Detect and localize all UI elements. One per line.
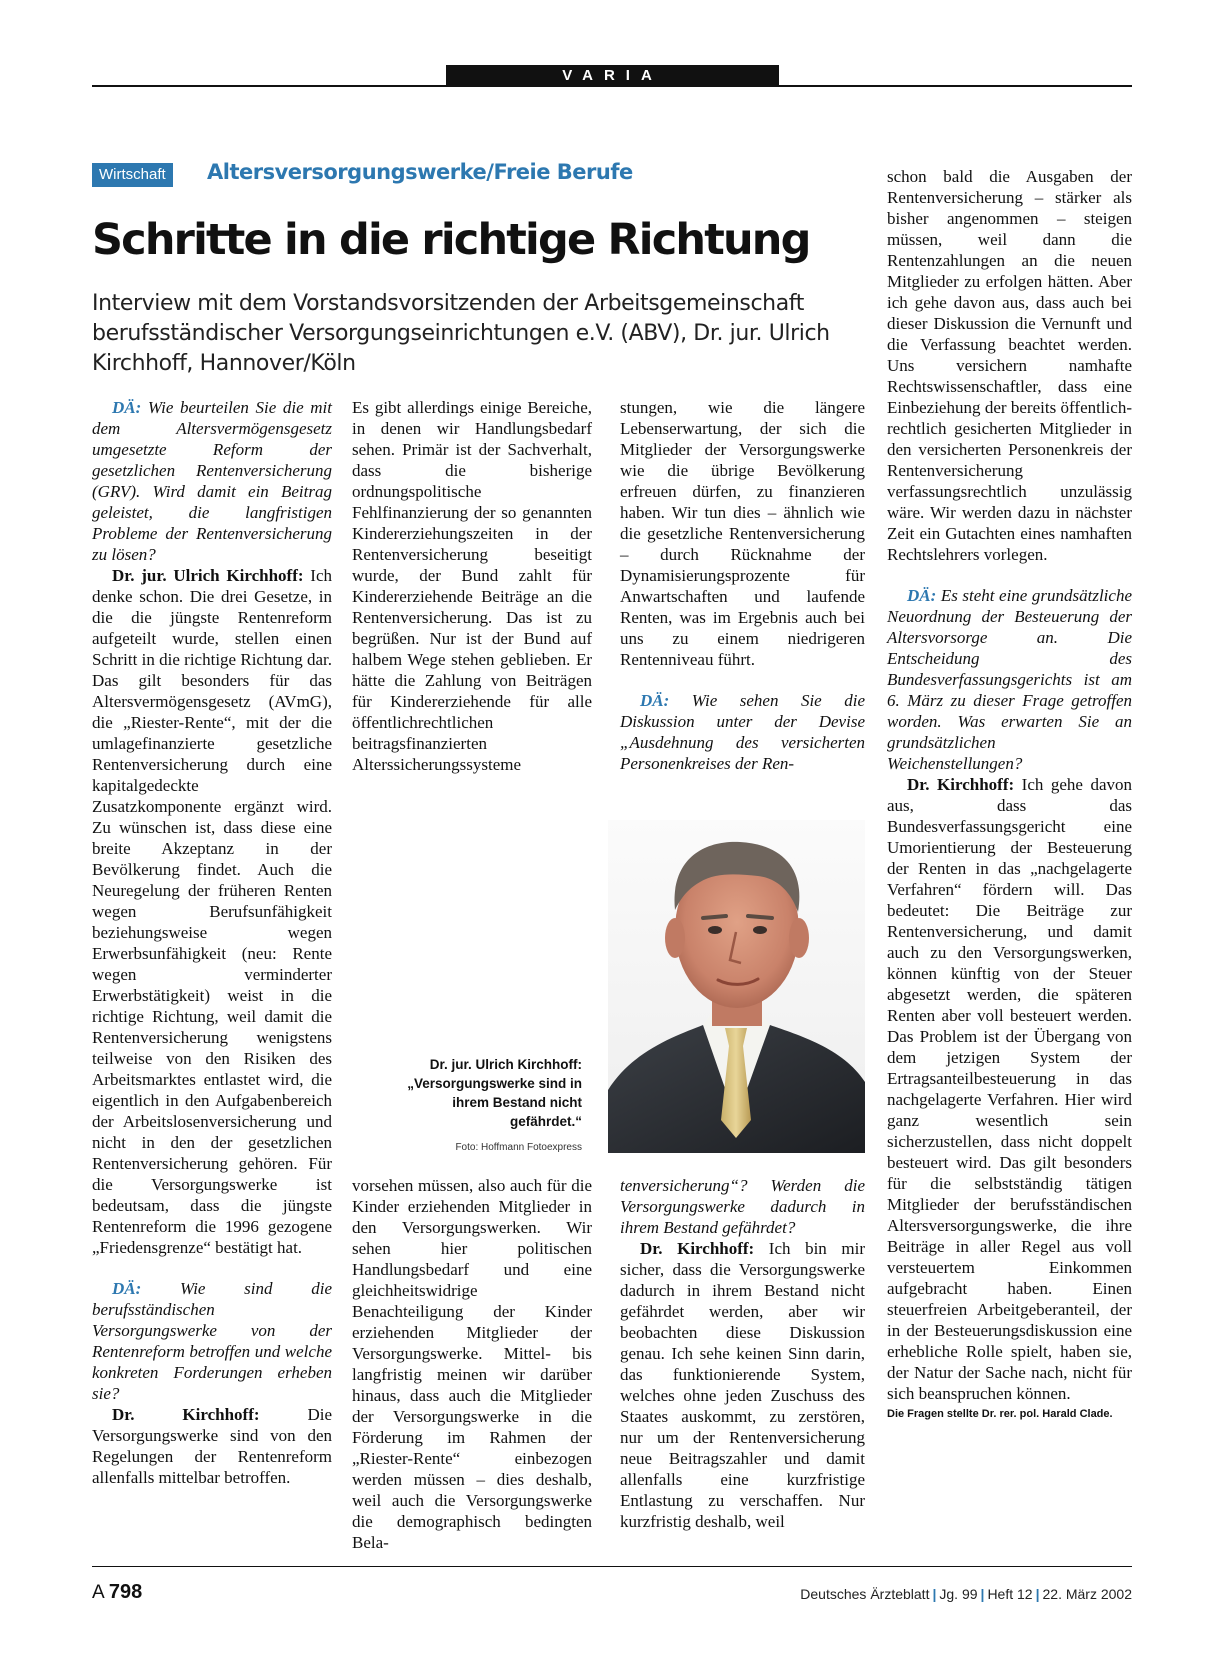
question-text: Wie sind die berufsständischen Versorgungswerke von der Rentenreform betroffen und welche konkreten Forderungen erheben sie? [92, 1279, 332, 1403]
answer-text: schon bald die Ausgaben der Rentenversicherung – stärker als bisher angenommen – steigen müssen, weil dann die Rentenzahlungen an die neuen Mitglieder zu erfolgen hätten. Aber ich gehe davon aus, dass auch bei dieser Diskussion die Vernunft und die Verfassung beachtet werden. Uns versichern namhafte Rechtswissenschaftler, dass eine Einbeziehung der bereits öffentlich-rechtlich gesicherten Mitglieder in den versicherten Personenkreis der Rentenversicherung verfassungsrechtlich unzulässig wäre. Wir werden dazu in nächster Zeit ein Gutachten eines namhaften Rechtslehrers vorlegen. [887, 167, 1132, 564]
photo-credit: Foto: Hoffmann Fotoexpress [455, 1142, 582, 1153]
answer-text: Es gibt allerdings einige Bereiche, in denen wir Handlungsbedarf sehen. Primär ist der Sachverhalt, dass die bisherige ordnungspolitische Fehlfinanzierung der so genannten Kindererziehungszeiten in der Rentenversicherung beseitigt wurde, der Bund zahlt für Kindererziehende Beiträge an die Rentenversicherung. Das ist zu begrüßen. Nur ist der Bund auf halbem Wege stehen geblieben. Er hätte die Zahlung von Beiträgen für Kindererziehende für alle öffentlichrechtlichen beitragsfinanzierten Alterssicherungssysteme [352, 398, 592, 774]
page-prefix: A [92, 1582, 104, 1603]
question-1 [92, 397, 332, 565]
speaker-label: Dr. Kirchhoff: [112, 1405, 260, 1424]
answer-2 [92, 1404, 332, 1488]
section-header: VARIA [446, 65, 779, 86]
answer-1 [92, 565, 332, 1258]
answer-4 [887, 774, 1132, 1404]
column-2-top [352, 397, 592, 775]
page-number [92, 1581, 142, 1604]
interviewer-credit: Die Fragen stellte Dr. rer. pol. Harald Clade. [887, 1408, 1113, 1420]
question-3 [620, 690, 865, 774]
caption-quote: „Versorgungswerke sind in ihrem Bestand nicht gefährdet.“ [407, 1076, 582, 1129]
column-4 [887, 166, 1132, 1425]
answer-3 [620, 1238, 865, 1532]
portrait-photo [608, 820, 865, 1153]
journal-footer: Deutsches Ärzteblatt | Jg. 99 | Heft 12 | 22. März 2002 [800, 1586, 1132, 1602]
answer-text: Die Versorgungswerke sind von den Regelungen der Rentenreform allenfalls mittelbar betroffen. [92, 1405, 332, 1487]
question-3-cont: tenversicherung“? Werden die Versorgungswerke dadurch in ihrem Bestand gefährdet? [620, 1176, 865, 1237]
answer-text: vorsehen müssen, also auch für die Kinder erziehenden Mitglieder in den Versorgungswerken. Wir sehen hier politischen Handlungsbedarf und eine gleichheitswidrige Benachteiligung der Kinder erziehenden Mitglieder der Versorgungswerke. Mittel- bis langfristig meinen wir darüber hinaus, dass auch die Mitglieder der Versorgungswerke in die Förderung im Rahmen der „Riester-Rente“ einbezogen werden müssen – dies deshalb, weil auch die Versorgungswerke die demographisch bedingten Bela- [352, 1176, 592, 1552]
bottom-rule [92, 1566, 1132, 1567]
rubric-label: Wirtschaft [92, 163, 173, 187]
interviewer-label: DÄ: [112, 398, 142, 417]
interviewer-label: DÄ: [640, 691, 670, 710]
interviewer-label: DÄ: [112, 1279, 142, 1298]
journal-issue: Heft 12 [987, 1586, 1033, 1602]
question-2 [92, 1278, 332, 1404]
interviewer-label: DÄ: [907, 586, 937, 605]
question-text: Wie sehen Sie die Diskussion unter der Devise „Ausdehnung des versicherten Personenkreises der Ren- [620, 691, 865, 773]
column-1 [92, 397, 332, 1488]
journal-name: Deutsches Ärzteblatt [800, 1586, 930, 1602]
photo-caption [380, 1055, 582, 1131]
answer-text: stungen, wie die längere Lebenserwartung, der sich die Mitglieder der Versorgungswerke wie die übrige Bevölkerung erfreuen dürfen, zu finanzieren haben. Wir tun dies – ähnlich wie die gesetzliche Rentenversicherung – durch Rücknahme der Dynamisierungsprozente für Anwartschaften und laufende Renten, was im Ergebnis auch bei uns zu einem niedrigeren Rentenniveau führt. [620, 398, 865, 669]
page-number-value: 798 [108, 1581, 143, 1603]
journal-date: 22. März 2002 [1042, 1586, 1132, 1602]
answer-text: Ich denke schon. Die drei Gesetze, in die die jüngste Rentenreform aufgeteilt wurde, stellen einen Schritt in die richtige Richtung dar. Das gilt besonders für das Altersvermögensgesetz (AVmG), die „Riester-Rente“, mit der die umlagefinanzierte gesetzliche Rentenversicherung durch eine kapitalgedeckte Zusatzkomponente ergänzt wird. Zu wünschen ist, dass diese eine breite Akzeptanz in der Bevölkerung findet. Auch die Neuregelung der früheren Renten wegen Berufsunfähigkeit beziehungsweise wegen Erwerbsunfähigkeit (neu: Rente wegen verminderter Erwerbstätigkeit) weist in die richtige Richtung, weil damit die Rentenversicherung wenigstens teilweise von den Risiken des Arbeitsmarktes entlastet wird, die eigentlich in den Aufgabenbereich der Arbeitslosenversicherung und nicht in den der gesetzlichen Rentenversicherung gehören. Für die Versorgungswerke ist bedeutsam, dass die jüngste Rentenreform die 1996 gezogene „Friedensgrenze“ bestätigt hat. [92, 566, 332, 1257]
speaker-label: Dr. Kirchhoff: [640, 1239, 755, 1258]
question-text: Es steht eine grundsätzliche Neuordnung der Besteuerung der Altersvorsorge an. Die Entscheidung des Bundesverfassungsgerichts ist am 6. März zu dieser Frage getroffen worden. Was erwarten Sie an grundsätzlichen Weichenstellungen? [887, 586, 1132, 773]
speaker-label: Dr. Kirchhoff: [907, 775, 1015, 794]
question-4 [887, 585, 1132, 774]
answer-text: Ich bin mir sicher, dass die Versorgungswerke dadurch in ihrem Bestand nicht gefährdet werden, aber wir beobachten diese Diskussion genau. Ich sehe keinen Sinn darin, das funktionierende System, welches ohne jeden Zuschuss des Staates auskommt, zu zerstören, nur um der Rentenversicherung neue Beitragszahler und damit allenfalls eine kurzfristige Entlastung zu verschaffen. Nur kurzfristig deshalb, weil [620, 1239, 865, 1531]
article-intro: Interview mit dem Vorstandsvorsitzenden der Arbeitsgemeinschaft berufsständischer Versorgungseinrichtungen e.V. (ABV), Dr. jur. Ulrich Kirchhoff, Hannover/Köln [92, 291, 830, 376]
question-text: Wie beurteilen Sie die mit dem Altersvermögensgesetz umgesetzte Reform der gesetzlichen Rentenversicherung (GRV). Wird damit ein Beitrag geleistet, die langfristigen Probleme der Rentenversicherung zu lösen? [92, 398, 332, 564]
column-3-top [620, 397, 865, 774]
article-title: Schritte in die richtige Richtung [92, 215, 810, 265]
caption-name: Dr. jur. Ulrich Kirchhoff: [429, 1057, 582, 1072]
column-3-bottom [620, 1175, 865, 1532]
column-2-bottom [352, 1175, 592, 1553]
article-kicker: Altersversorgungswerke/Freie Berufe [207, 160, 633, 184]
answer-text: Ich gehe davon aus, dass das Bundesverfassungsgericht eine Umorientierung der Besteuerung der Renten in das „nachgelagerte Verfahren“ fördern will. Das bedeutet: Die Beiträge zur Rentenversicherung, und damit auch zu den Versorgungswerken, können künftig von der Steuer abgesetzt werden, die späteren Renten aber voll besteuert werden. Das Problem ist der Übergang von dem jetzigen System der Ertragsanteilbesteuerung in das nachgelagerte Verfahren. Hier wird ganz wesentlich sein sicherzustellen, dass nicht doppelt besteuert wird. Das gilt besonders für die selbstständig tätigen Mitglieder der berufsständischen Altersversorgungswerke, die ihre Beiträge in aller Regel aus voll versteuertem Einkommen aufgebracht haben. Einen steuerfreien Arbeitgeberanteil, der in der Besteuerungsdiskussion eine erhebliche Rolle spielt, haben sie, der Natur der Sache nach, nicht für sich beanspruchen können. [887, 775, 1133, 1403]
speaker-label: Dr. jur. Ulrich Kirchhoff: [112, 566, 304, 585]
journal-volume: Jg. 99 [939, 1586, 978, 1602]
